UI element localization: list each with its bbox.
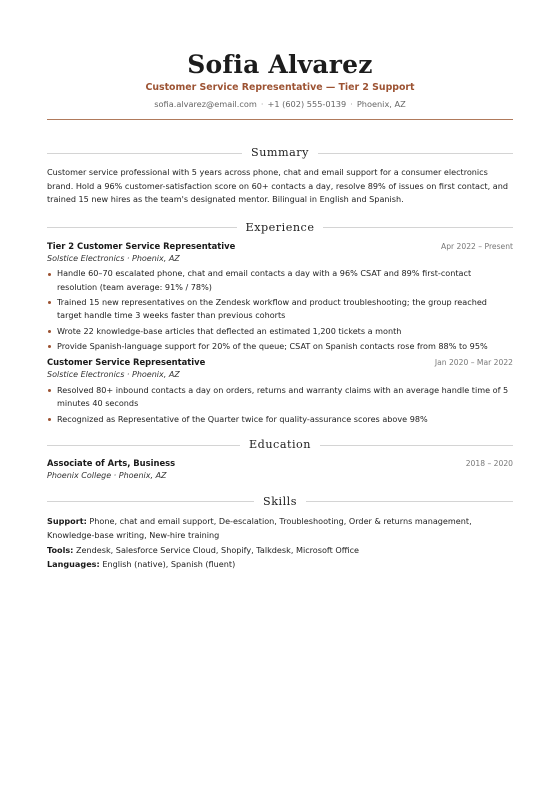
bullet-item: Provide Spanish-language support for 20% of the queue; CSAT on Spanish contacts rose from 88% to 95% — [47, 340, 513, 354]
skill-value: Zendesk, Salesforce Service Cloud, Shopify, Talkdesk, Microsoft Office — [75, 544, 359, 555]
contact-separator: · — [350, 99, 353, 109]
bullet-item: Handle 60–70 escalated phone, chat and email contacts a day with a 96% CSAT and 89% first-contact resolution (team average: 91% / 78%) — [47, 267, 513, 294]
experience-heading — [47, 221, 513, 235]
header-divider — [47, 119, 513, 120]
contact-phone[interactable]: +1 (602) 555-0139 — [267, 99, 347, 109]
bullet-item: Recognized as Representative of the Quarter twice for quality-assurance scores above 98% — [47, 413, 513, 427]
contact-location: Phoenix, AZ — [356, 99, 406, 109]
skill-row — [47, 514, 513, 543]
skills-heading — [47, 495, 513, 509]
heading-rule-right — [323, 227, 513, 228]
heading-rule-right — [320, 445, 513, 446]
summary-heading — [47, 146, 513, 160]
job-dates: Apr 2022 – Present — [441, 241, 513, 251]
job-bullets — [47, 267, 513, 353]
job-title: Customer Service Representative — [47, 357, 206, 368]
heading-rule-right — [318, 153, 513, 154]
target-role: Customer Service Representative — Tier 2 Support — [145, 82, 415, 93]
skill-label: Languages: — [47, 559, 100, 570]
section-title: Education — [249, 438, 311, 452]
heading-rule-left — [47, 153, 242, 154]
heading-rule-left — [47, 501, 254, 502]
job-dates: Jan 2020 – Mar 2022 — [434, 358, 513, 368]
section-title: Skills — [263, 494, 297, 508]
skills-list — [47, 514, 513, 572]
job-company: Solstice Electronics · Phoenix, AZ — [47, 370, 180, 380]
degree: Associate of Arts, Business — [47, 458, 176, 469]
job-entry — [47, 356, 513, 426]
skill-row — [47, 557, 513, 572]
heading-rule-left — [47, 445, 240, 446]
contact-email[interactable]: sofia.alvarez@email.com — [154, 99, 257, 109]
school: Phoenix College · Phoenix, AZ — [47, 471, 167, 481]
bullet-item: Wrote 22 knowledge-base articles that deflected an estimated 1,200 tickets a month — [47, 325, 513, 339]
section-title: Summary — [251, 146, 309, 159]
contact-line — [47, 98, 513, 110]
heading-rule-right — [306, 501, 513, 502]
skill-value: Phone, chat and email support, De-escalation, Troubleshooting, Order & returns management, Knowledge-base writing, New-hire training — [47, 515, 472, 541]
candidate-name: Sofia Alvarez — [187, 50, 373, 79]
education-heading — [47, 438, 513, 452]
bullet-item: Resolved 80+ inbound contacts a day on orders, returns and warranty claims with an average handle time of 5 minutes 40 seconds — [47, 384, 513, 411]
job-company: Solstice Electronics · Phoenix, AZ — [47, 253, 180, 263]
summary-text: Customer service professional with 5 years across phone, chat and email support for a consumer electronics brand. Hold a 96% customer-satisfaction score on 60+ contacts a day, resolve 89% of issues on first contact, and trained 15 new hires as the team's designated mentor. Bilingual in English and Spanish. — [47, 167, 508, 204]
skill-row — [47, 543, 513, 558]
skill-value: English (native), Spanish (fluent) — [102, 559, 236, 570]
job-entry — [47, 240, 513, 354]
skill-label: Support: — [47, 515, 87, 526]
section-title: Experience — [245, 220, 315, 234]
education-dates: 2018 – 2020 — [465, 459, 513, 469]
contact-separator: · — [260, 99, 264, 109]
education-entry — [47, 457, 513, 483]
bullet-item: Trained 15 new representatives on the Zendesk workflow and product troubleshooting; the group reached target handle time 3 weeks faster than previous cohorts — [47, 296, 513, 323]
job-bullets — [47, 384, 513, 426]
skill-label: Tools: — [47, 544, 74, 555]
job-title: Tier 2 Customer Service Representative — [47, 240, 236, 251]
heading-rule-left — [47, 227, 237, 228]
